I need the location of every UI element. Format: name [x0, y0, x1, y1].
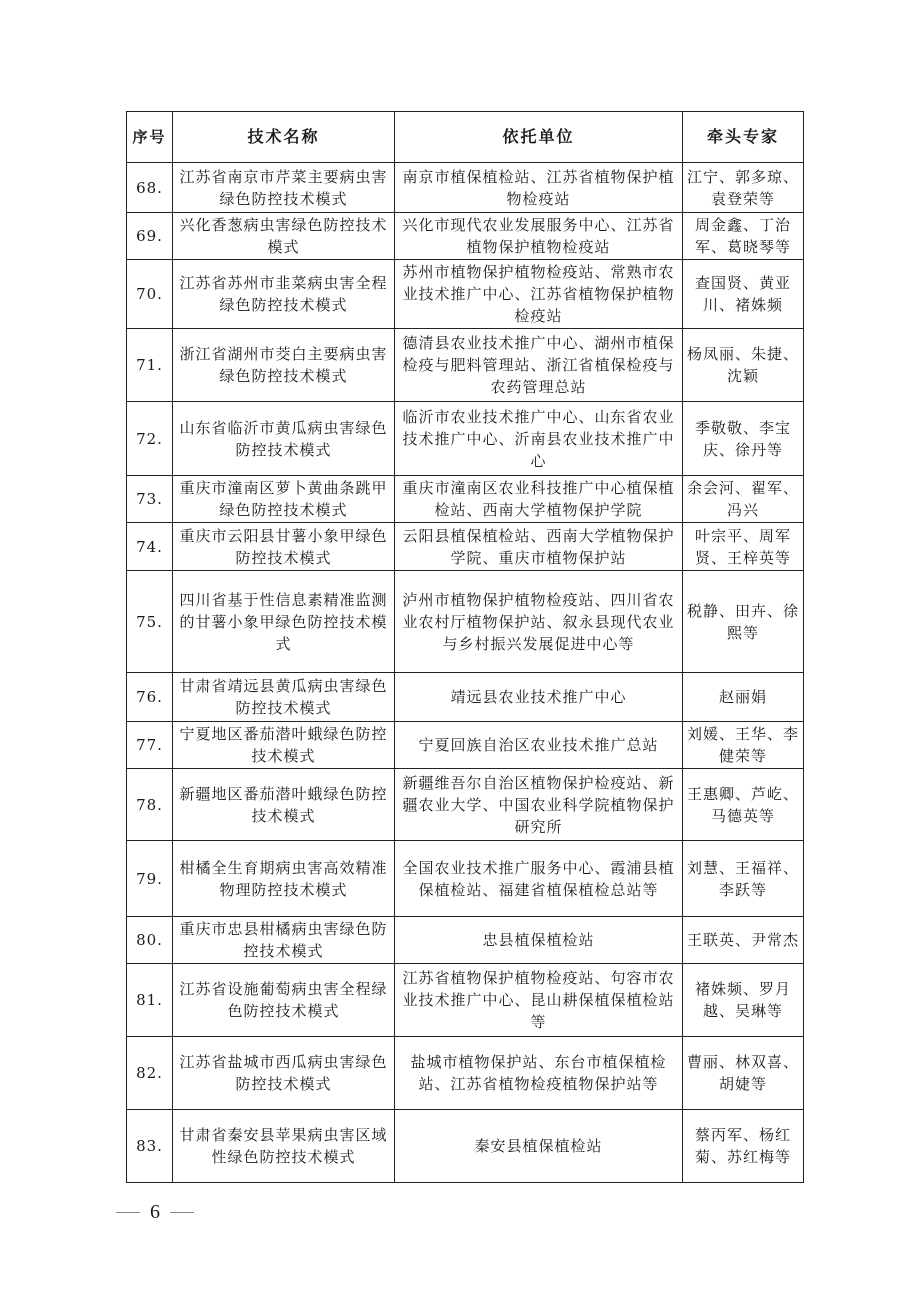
footer-dash-left	[116, 1212, 140, 1213]
cell-seq: 81.	[127, 964, 173, 1037]
cell-experts: 赵丽娟	[683, 673, 804, 722]
cell-tech-name: 甘肃省靖远县黄瓜病虫害绿色防控技术模式	[173, 673, 395, 722]
cell-seq: 73.	[127, 476, 173, 523]
table-row	[127, 673, 804, 722]
table-row	[127, 329, 804, 402]
cell-unit: 南京市植保植检站、江苏省植物保护植物检疫站	[395, 163, 683, 213]
cell-tech-name: 柑橘全生育期病虫害高效精准物理防控技术模式	[173, 841, 395, 917]
cell-unit: 靖远县农业技术推广中心	[395, 673, 683, 722]
table-row	[127, 523, 804, 571]
cell-tech-name: 甘肃省秦安县苹果病虫害区域性绿色防控技术模式	[173, 1110, 395, 1183]
cell-unit: 新疆维吾尔自治区植物保护检疫站、新疆农业大学、中国农业科学院植物保护研究所	[395, 769, 683, 841]
cell-seq: 83.	[127, 1110, 173, 1183]
table-row	[127, 476, 804, 523]
cell-tech-name: 兴化香葱病虫害绿色防控技术模式	[173, 213, 395, 260]
cell-unit: 全国农业技术推广服务中心、霞浦县植保植检站、福建省植保植检总站等	[395, 841, 683, 917]
cell-unit: 德清县农业技术推广中心、湖州市植保检疫与肥料管理站、浙江省植保检疫与农药管理总站	[395, 329, 683, 402]
cell-seq: 72.	[127, 402, 173, 476]
table-row	[127, 964, 804, 1037]
cell-tech-name: 江苏省设施葡萄病虫害全程绿色防控技术模式	[173, 964, 395, 1037]
cell-experts: 曹丽、林双喜、胡婕等	[683, 1037, 804, 1110]
cell-experts: 查国贤、黄亚川、褚姝频	[683, 260, 804, 329]
cell-seq: 80.	[127, 917, 173, 964]
cell-seq: 74.	[127, 523, 173, 571]
cell-tech-name: 四川省基于性信息素精准监测的甘薯小象甲绿色防控技术模式	[173, 571, 395, 673]
table-header-row	[127, 112, 804, 163]
cell-experts: 王惠卿、芦屹、马德英等	[683, 769, 804, 841]
table-row	[127, 402, 804, 476]
cell-unit: 泸州市植物保护植物检疫站、四川省农业农村厅植物保护站、叙永县现代农业与乡村振兴发展促进中心等	[395, 571, 683, 673]
cell-experts: 江宁、郭多琼、袁登荣等	[683, 163, 804, 213]
cell-unit: 云阳县植保植检站、西南大学植物保护学院、重庆市植物保护站	[395, 523, 683, 571]
cell-seq: 76.	[127, 673, 173, 722]
cell-unit: 秦安县植保植检站	[395, 1110, 683, 1183]
cell-tech-name: 浙江省湖州市茭白主要病虫害绿色防控技术模式	[173, 329, 395, 402]
cell-tech-name: 重庆市忠县柑橘病虫害绿色防控技术模式	[173, 917, 395, 964]
table-row	[127, 260, 804, 329]
cell-seq: 75.	[127, 571, 173, 673]
footer-dash-right	[170, 1212, 194, 1213]
header-experts: 牵头专家	[683, 112, 804, 163]
cell-experts: 叶宗平、周军贤、王梓英等	[683, 523, 804, 571]
table-row	[127, 769, 804, 841]
cell-unit: 宁夏回族自治区农业技术推广总站	[395, 722, 683, 769]
cell-experts: 周金鑫、丁治军、葛晓琴等	[683, 213, 804, 260]
cell-tech-name: 重庆市潼南区萝卜黄曲条跳甲绿色防控技术模式	[173, 476, 395, 523]
cell-tech-name: 山东省临沂市黄瓜病虫害绿色防控技术模式	[173, 402, 395, 476]
cell-experts: 税静、田卉、徐熙等	[683, 571, 804, 673]
cell-seq: 78.	[127, 769, 173, 841]
cell-seq: 69.	[127, 213, 173, 260]
cell-seq: 68.	[127, 163, 173, 213]
cell-experts: 褚姝频、罗月越、吴琳等	[683, 964, 804, 1037]
header-seq: 序号	[127, 112, 173, 163]
cell-unit: 苏州市植物保护植物检疫站、常熟市农业技术推广中心、江苏省植物保护植物检疫站	[395, 260, 683, 329]
page-number: 6	[150, 1200, 160, 1223]
cell-unit: 重庆市潼南区农业科技推广中心植保植检站、西南大学植物保护学院	[395, 476, 683, 523]
cell-unit: 盐城市植物保护站、东台市植保植检站、江苏省植物检疫植物保护站等	[395, 1037, 683, 1110]
cell-tech-name: 宁夏地区番茄潜叶蛾绿色防控技术模式	[173, 722, 395, 769]
cell-experts: 刘媛、王华、李健荣等	[683, 722, 804, 769]
cell-seq: 79.	[127, 841, 173, 917]
cell-experts: 杨凤丽、朱捷、沈颖	[683, 329, 804, 402]
cell-seq: 77.	[127, 722, 173, 769]
cell-experts: 余会河、翟军、冯兴	[683, 476, 804, 523]
cell-experts: 蔡丙军、杨红菊、苏红梅等	[683, 1110, 804, 1183]
cell-unit: 兴化市现代农业发展服务中心、江苏省植物保护植物检疫站	[395, 213, 683, 260]
table-row	[127, 1110, 804, 1183]
page-footer	[116, 1197, 236, 1227]
table-row	[127, 571, 804, 673]
cell-seq: 71.	[127, 329, 173, 402]
cell-tech-name: 江苏省盐城市西瓜病虫害绿色防控技术模式	[173, 1037, 395, 1110]
cell-tech-name: 重庆市云阳县甘薯小象甲绿色防控技术模式	[173, 523, 395, 571]
cell-tech-name: 江苏省苏州市韭菜病虫害全程绿色防控技术模式	[173, 260, 395, 329]
cell-unit: 忠县植保植检站	[395, 917, 683, 964]
cell-seq: 70.	[127, 260, 173, 329]
cell-experts: 王联英、尹常杰	[683, 917, 804, 964]
cell-unit: 临沂市农业技术推广中心、山东省农业技术推广中心、沂南县农业技术推广中心	[395, 402, 683, 476]
header-name: 技术名称	[173, 112, 395, 163]
table-row	[127, 163, 804, 213]
tech-table	[126, 111, 804, 1183]
table-row	[127, 841, 804, 917]
table-row	[127, 213, 804, 260]
cell-unit: 江苏省植物保护植物检疫站、句容市农业技术推广中心、昆山耕保植保植检站等	[395, 964, 683, 1037]
header-unit: 依托单位	[395, 112, 683, 163]
cell-experts: 季敬敬、李宝庆、徐丹等	[683, 402, 804, 476]
cell-experts: 刘慧、王福祥、李跃等	[683, 841, 804, 917]
table-row	[127, 1037, 804, 1110]
table-body	[127, 163, 804, 1183]
cell-tech-name: 江苏省南京市芹菜主要病虫害绿色防控技术模式	[173, 163, 395, 213]
table-row	[127, 917, 804, 964]
cell-seq: 82.	[127, 1037, 173, 1110]
table-row	[127, 722, 804, 769]
cell-tech-name: 新疆地区番茄潜叶蛾绿色防控技术模式	[173, 769, 395, 841]
